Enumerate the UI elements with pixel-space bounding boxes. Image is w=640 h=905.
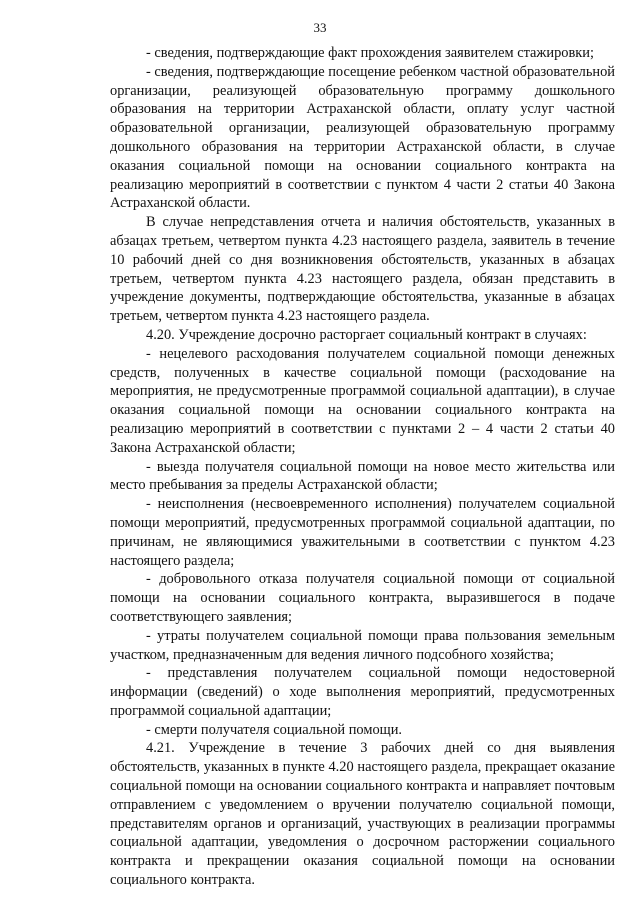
paragraph-death: - смерти получателя социальной помощи. — [146, 721, 403, 738]
document-body — [110, 44, 615, 890]
paragraph-report-nonsubmission: В случае непредставления отчета и наличия обстоятельств, указанных в абзацах третьем, четвертом пункта 4.23 настоящего раздела, заявитель в течение 10 рабочий дней со дня возникновения обстоятельств, указанных в абзацах третьем, четвертом пункта 4.23 настоящего раздела, обязан представить в учреждение документы, подтверждающие обстоятельства, указанные в абзацах третьем, четвертом пункта 4.23 настоящего раздела. — [110, 214, 615, 325]
paragraph-nonfulfillment: - неисполнения (несвоевременного исполнения) получателем социальной помощи мероприятий, предусмотренных программой социальной адаптации, по причинам, не являющимися уважительными в соответствии с пунктом 4.23 настоящего раздела; — [110, 496, 615, 569]
paragraph-private-school-info: - сведения, подтверждающие посещение ребенком частной образовательной организации, реализующей образовательную программу дошкольного образования на территории Астраханской области, оплату услуг частной образовательной организации, реализующей образовательную программу дошкольного образования на территории Астраханской области, в случае оказания социальной помощи на основании социального контракта на реализацию мероприятий в соответствии с пунктом 4 части 2 статьи 40 Закона Астраханской области. — [110, 63, 615, 212]
paragraph-relocation: - выезда получателя социальной помощи на новое место жительства или место пребывания за пределы Астраханской области; — [110, 458, 615, 494]
paragraph-false-information: - представления получателем социальной помощи недостоверной информации (сведений) о ходе выполнения мероприятий, предусмотренных программой социальной адаптации; — [110, 665, 615, 719]
paragraph-voluntary-refusal: - добровольного отказа получателя социальной помощи от социальной помощи на основании социального контракта, выразившегося в подаче соответствующего заявления; — [110, 571, 615, 625]
paragraph-4-20-heading: 4.20. Учреждение досрочно расторгает социальный контракт в случаях: — [146, 326, 587, 343]
paragraph-land-rights-loss: - утраты получателем социальной помощи права пользования земельным участком, предназначенным для ведения личного подсобного хозяйства; — [110, 627, 615, 663]
paragraph-internship-info: - сведения, подтверждающие факт прохождения заявителем стажировки; — [146, 45, 594, 61]
paragraph-4-21: 4.21. Учреждение в течение 3 рабочих дней со дня выявления обстоятельств, указанных в пункте 4.20 настоящего раздела, прекращает оказание социальной помощи на основании социального контракта и направляет почтовым отправлением с уведомлением о вручении получателю социальной помощи, представителям органов и организаций, участвующих в реализации программы социальной адаптации, уведомления о досрочном расторжении социального контракта и прекращении оказания социальной помощи на основании социального контракта. — [110, 740, 615, 889]
paragraph-misuse-of-funds: - нецелевого расходования получателем социальной помощи денежных средств, полученных в качестве социальной помощи (расходование на мероприятия, не предусмотренные программой социальной адаптации), в случае оказания социальной помощи на основании социального контракта на реализацию мероприятий в соответствии с пунктами 2 – 4 части 2 статьи 40 Закона Астраханской области; — [110, 345, 615, 456]
page-number: 33 — [313, 20, 327, 35]
